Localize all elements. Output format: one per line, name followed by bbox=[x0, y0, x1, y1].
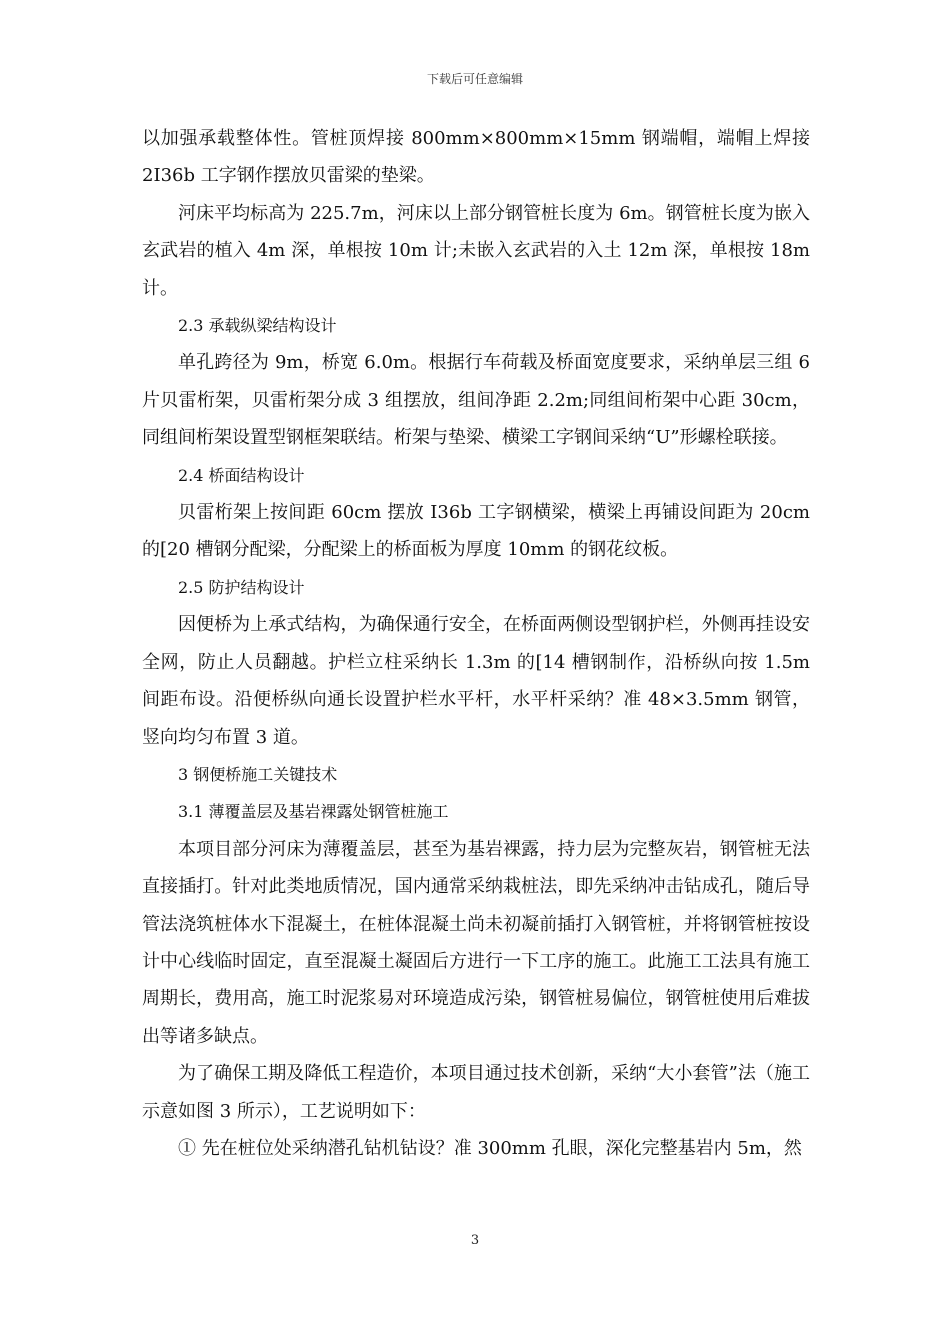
paragraph: 本项目部分河床为薄覆盖层，甚至为基岩裸露，持力层为完整灰岩，钢管桩无法直接插打。针对此类地质情况，国内通常采纳栽桩法，即先采纳冲击钻成孔，随后导管法浇筑桩体水下混凝土，在桩体混凝土尚未初凝前插打入钢管桩，并将钢管桩按设计中心线临时固定，直至混凝土凝固后方进行一下工序的施工。此施工工法具有施工周期长，费用高，施工时泥浆易对环境造成污染，钢管桩易偏位，钢管桩使用后难拔出等诸多缺点。 bbox=[142, 838, 810, 1047]
section-heading: 3 钢便桥施工关键技术 bbox=[178, 764, 338, 784]
page-number: 3 bbox=[470, 1233, 480, 1248]
paragraph: 单孔跨径为 9m，桥宽 6.0m。根据行车荷载及桥面宽度要求，采纳单层三组 6 片贝雷桁架，贝雷桁架分成 3 组摆放，组间净距 2.2m;同组间桁架中心距 30cm，同组间桁架设置型钢框架联结。桁架与垫梁、横梁工字钢间采纳“U”形螺栓联接。 bbox=[142, 352, 810, 449]
paragraph: 因便桥为上承式结构，为确保通行安全，在桥面两侧设型钢护栏，外侧再挂设安全网，防止人员翻越。护栏立柱采纳长 1.3m 的[14 槽钢制作，沿桥纵向按 1.5m 间距布设。沿便桥纵向通长设置护栏水平杆，水平杆采纳？准 48×3.5mm 钢管，竖向均匀布置 3 道。 bbox=[142, 614, 810, 748]
page-header: 下载后可任意编辑 bbox=[426, 72, 523, 86]
section-heading: 2.5 防护结构设计 bbox=[178, 577, 305, 597]
paragraph: ① 先在桩位处采纳潜孔钻机钻设？准 300mm 孔眼，深化完整基岩内 5m，然 bbox=[178, 1137, 802, 1159]
section-heading: 2.3 承载纵梁结构设计 bbox=[178, 316, 337, 336]
section-heading: 3.1 薄覆盖层及基岩裸露处钢管桩施工 bbox=[178, 802, 449, 822]
paragraph: 以加强承载整体性。管桩顶焊接 800mm×800mm×15mm 钢端帽，端帽上焊接 2I36b 工字钢作摆放贝雷梁的垫梁。 bbox=[142, 128, 810, 187]
paragraph: 河床平均标高为 225.7m，河床以上部分钢管桩长度为 6m。钢管桩长度为嵌入玄武岩的植入 4m 深，单根按 10m 计;未嵌入玄武岩的入土 12m 深，单根按 18m 计。 bbox=[142, 202, 810, 299]
paragraph: 贝雷桁架上按间距 60cm 摆放 I36b 工字钢横梁，横梁上再铺设间距为 20cm 的[20 槽钢分配梁，分配梁上的桥面板为厚度 10mm 的钢花纹板。 bbox=[142, 502, 810, 561]
document-body bbox=[142, 120, 810, 1167]
paragraph: 为了确保工期及降低工程造价，本项目通过技术创新，采纳“大小套管”法（施工示意如图 3 所示），工艺说明如下： bbox=[142, 1063, 810, 1122]
section-heading: 2.4 桥面结构设计 bbox=[178, 465, 305, 485]
